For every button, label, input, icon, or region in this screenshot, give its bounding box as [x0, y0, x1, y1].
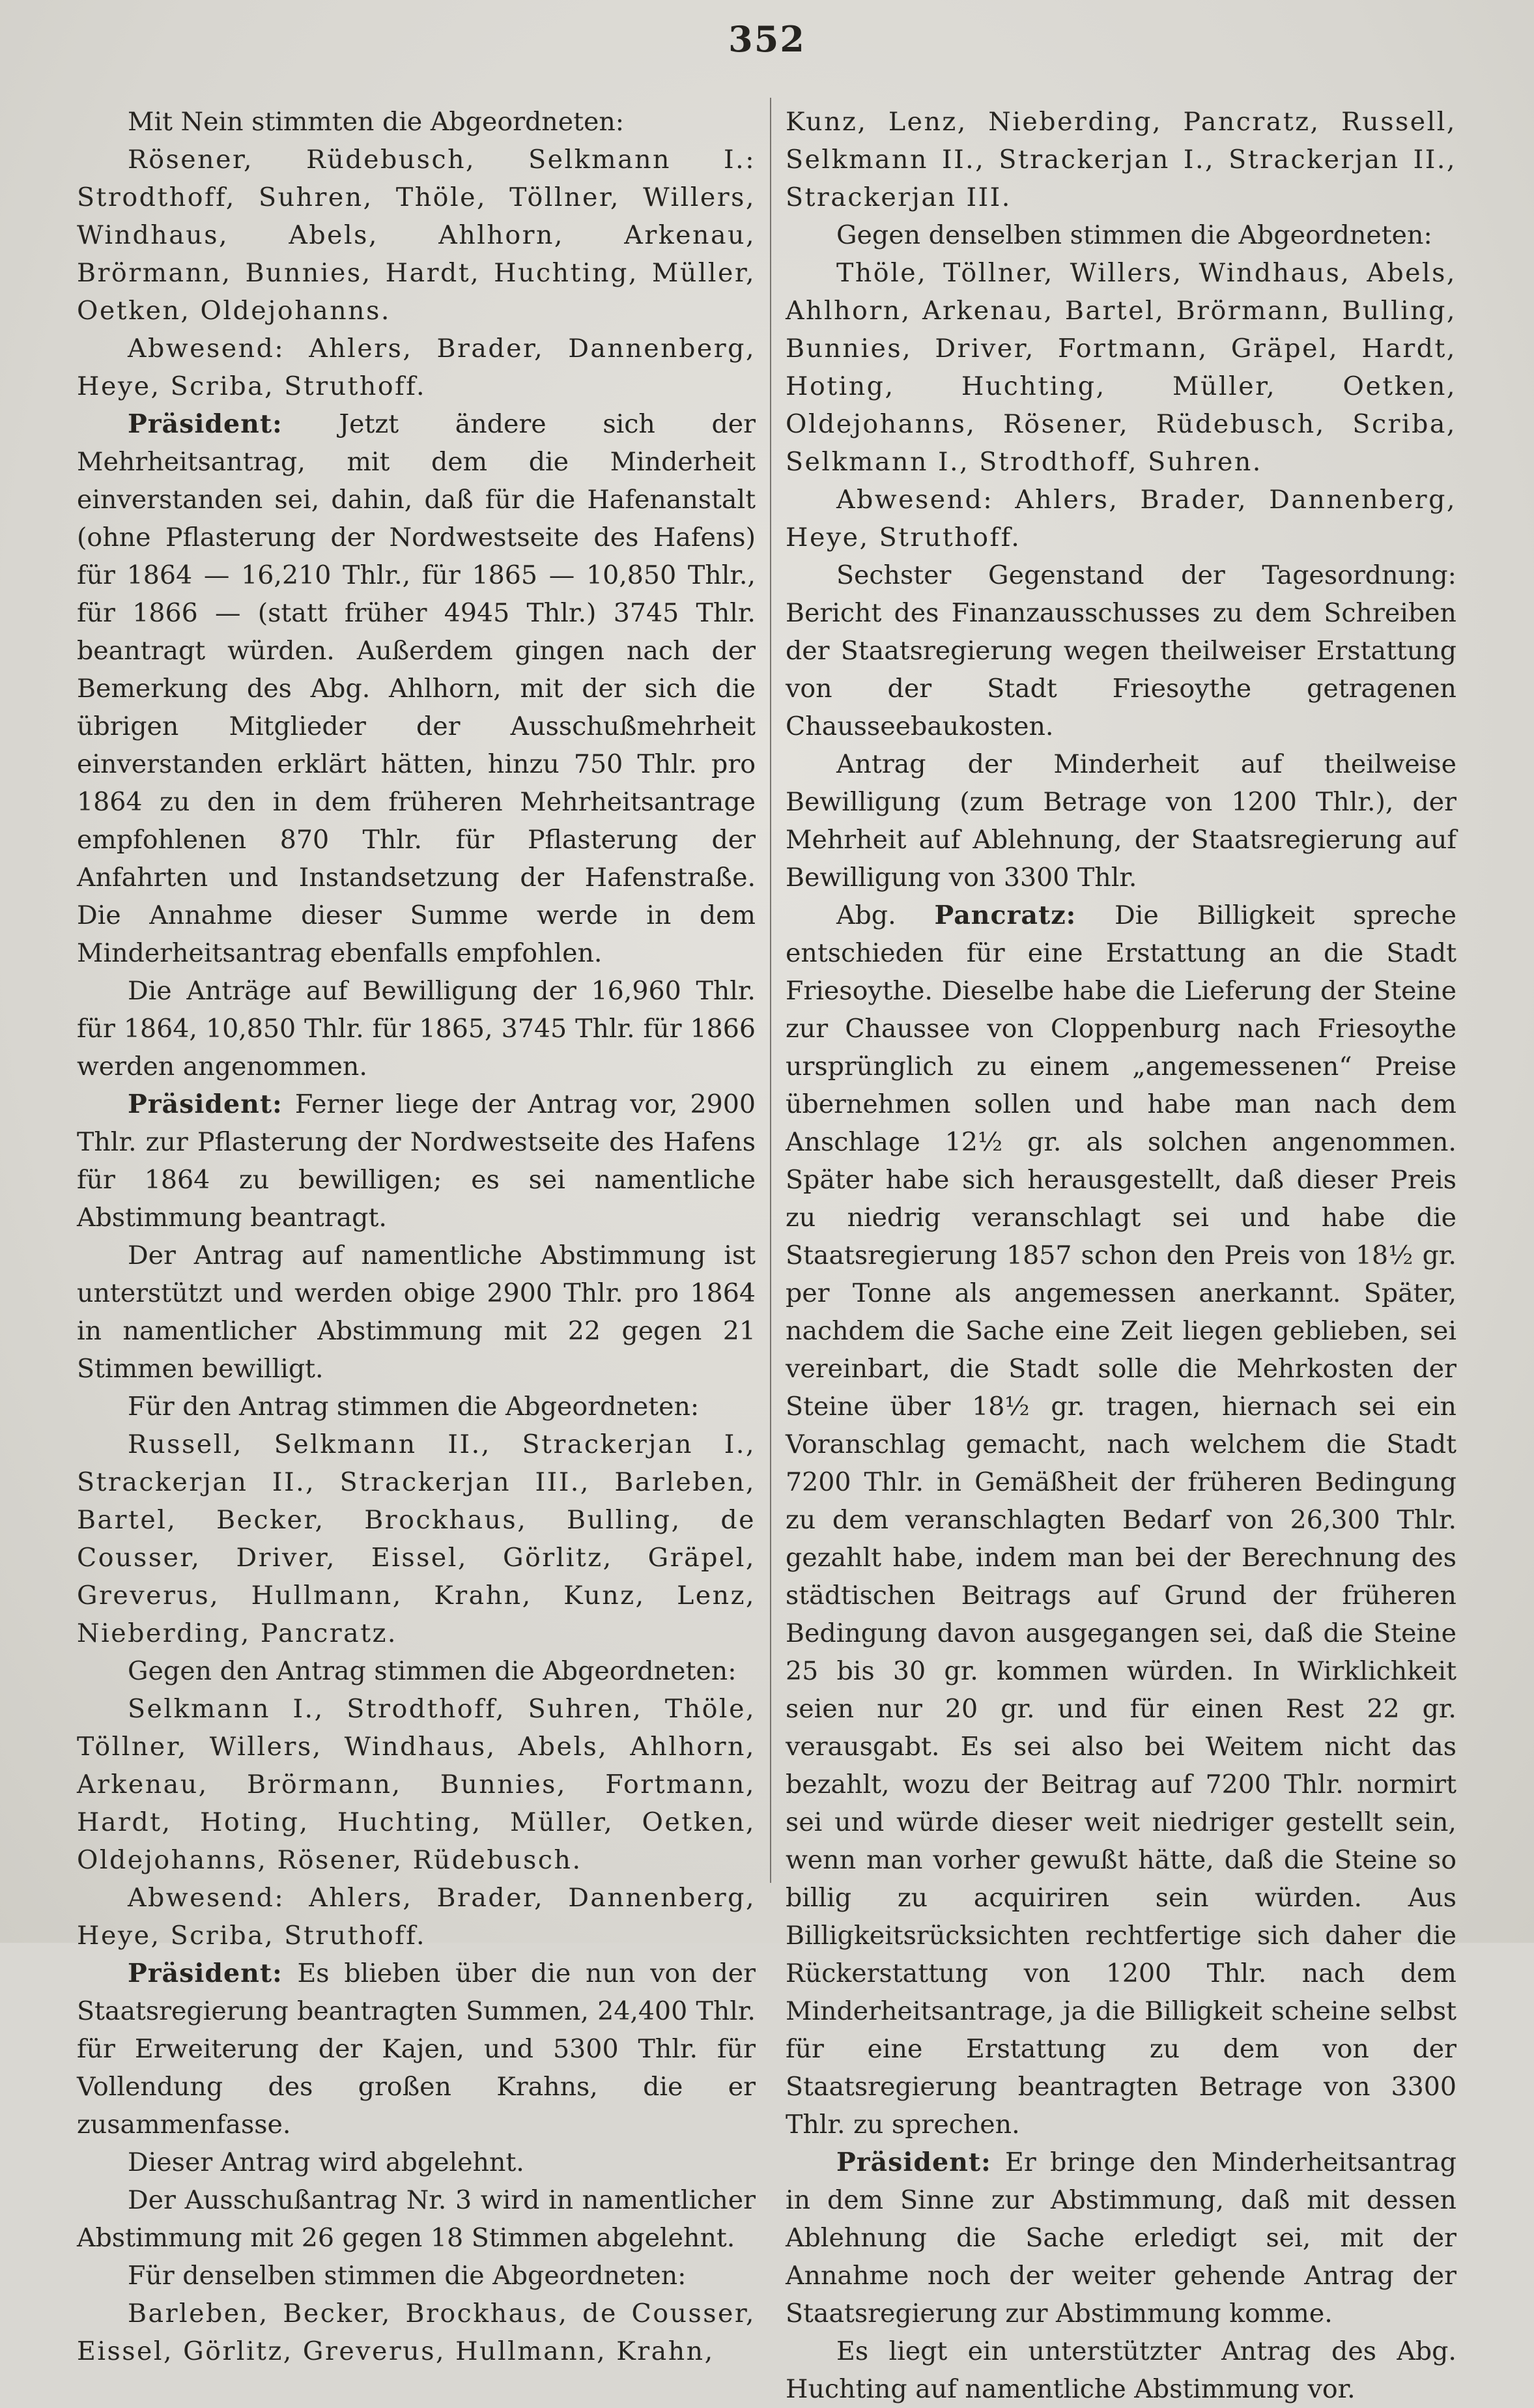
paragraph — [77, 1388, 756, 1426]
paragraph-text: Er bringe den Minderheitsantrag in dem Sinne zur Abstimmung, daß mit dessen Ablehnung die Sache erledigt sei, mit der Annahme noch der weiter gehende Antrag der Staatsregierung zur Abstimmung komme. — [786, 2147, 1457, 2329]
paragraph-text: Jetzt ändere sich der Mehrheitsantrag, mit dem die Minderheit einverstanden sei, dahin, daß für die Hafenanstalt (ohne Pflasterung der Nordwestseite des Hafens) für 1864 — 16,210 Thlr., für 1865 — 10,850 Thlr., für 1866 — (statt früher 4945 Thlr.) 3745 Thlr. beantragt würden. Außerdem gingen nach der Bemerkung des Abg. Ahlhorn, mit der sich die übrigen Mitglieder der Ausschußmehrheit einverstanden erklärt hätten, hinzu 750 Thlr. pro 1864 zu den in dem früheren Mehrheitsantrage empfohlenen 870 Thlr. für Pflasterung der Anfahrten und Instandsetzung der Hafenstraße. Die Annahme dieser Summe werde in dem Minderheitsantrag ebenfalls empfohlen. — [77, 409, 756, 968]
paragraph-text: Die Billigkeit spreche entschieden für eine Erstattung an die Stadt Friesoythe. Dieselbe habe die Lieferung der Steine zur Chaussee von Cloppenburg nach Friesoythe ursprünglich zu einem „angemessenen“ Preise übernehmen sollen und habe man nach dem Anschlage 12½ gr. als solchen angenommen. Später habe sich herausgestellt, daß dieser Preis zu niedrig veranschlagt sei und habe die Staatsregierung 1857 schon den Preis von 18½ gr. per Tonne als angemessen anerkannt. Später, nachdem die Sache eine Zeit liegen geblieben, sei vereinbart, die Stadt solle die Mehrkosten der Steine über 18½ gr. tragen, hiernach sei ein Voranschlag gemacht, nach welchem die Stadt 7200 Thlr. in Gemäßheit der früheren Bedingung zu dem veranschlagten Bedarf von 26,300 Thlr. gezahlt habe, indem man bei der Berechnung des städtischen Beitrags auf Grund der früheren Bedingung davon ausgegangen sei, daß die Steine 25 bis 30 gr. kommen würden. In Wirklichkeit seien nur 20 gr. und für einen Rest 22 gr. verausgabt. Es sei also bei Weitem nicht das bezahlt, wozu der Beitrag auf 7200 Thlr. normirt sei und würde dieser weit niedriger gestellt sein, wenn man vorher gewußt hätte, daß die Steine so billig zu acquiriren sein würden. Aus Billigkeitsrücksichten rechtfertige sich daher die Rückerstattung von 1200 Thlr. nach dem Minderheitsantrage, ja die Billigkeit scheine selbst für eine Erstattung zu dem von der Staatsregierung beantragten Betrage von 3300 Thlr. zu sprechen. — [786, 900, 1456, 2140]
paragraph — [77, 1426, 756, 1652]
paragraph — [77, 1652, 756, 1690]
paragraph-text: Gegen denselben stimmen die Abgeordneten: — [836, 220, 1432, 250]
paragraph — [77, 972, 756, 1085]
paragraph — [77, 1237, 756, 1388]
paragraph — [786, 556, 1456, 745]
paragraph-text: Mit Nein stimmten die Abgeordneten: — [128, 107, 625, 137]
paragraph-text: Die Anträge auf Bewilligung der 16,960 Thlr. für 1864, 10,850 Thlr. für 1865, 3745 Thlr. für 1866 werden angenommen. — [77, 976, 756, 1082]
paragraph-text: Rösener, Rüdebusch, Selkmann I.: Strodthoff, Suhren, Thöle, Töllner, Willers, Windhaus, Abels, Ahlhorn, Arkenau, Brörmann, Bunnies, Hardt, Huchting, Müller, Oetken, Oldejohanns. — [77, 145, 756, 326]
paragraph — [786, 481, 1456, 556]
paragraph-text: Der Antrag auf namentliche Abstimmung ist unterstützt und werden obige 2900 Thlr. pro 1864 in namentlicher Abstimmung mit 22 gegen 21 Stimmen bewilligt. — [77, 1240, 756, 1384]
paragraph — [77, 1879, 756, 1955]
paragraph — [786, 103, 1456, 216]
paragraph — [786, 2332, 1456, 2408]
paragraph-text: Thöle, Töllner, Willers, Windhaus, Abels, Ahlhorn, Arkenau, Bartel, Brörmann, Bulling, Bunnies, Driver, Fortmann, Gräpel, Hardt, Hoting, Huchting, Müller, Oetken, Oldejohanns, Rösener, Rüdebusch, Scriba, Selkmann I., Strodthoff, Suhren. — [786, 258, 1456, 477]
paragraph — [786, 745, 1456, 896]
paragraph-text: Sechster Gegenstand der Tagesordnung: Bericht des Finanzausschusses zu dem Schreiben der Staatsregierung wegen theilweiser Erstattung von der Stadt Friesoythe getragenen Chausseebaukosten. — [786, 560, 1456, 741]
paragraph-text: Gegen den Antrag stimmen die Abgeordneten: — [128, 1656, 737, 1686]
paragraph-text: Kunz, Lenz, Nieberding, Pancratz, Russell, Selkmann II., Strackerjan I., Strackerjan II., Strackerjan III. — [786, 107, 1456, 212]
paragraph — [77, 2295, 756, 2370]
speaker-name: Präsident: — [128, 1958, 283, 1988]
column-divider — [770, 98, 771, 1883]
paragraph — [77, 2257, 756, 2295]
paragraph-text: Selkmann I., Strodthoff, Suhren, Thöle, Töllner, Willers, Windhaus, Abels, Ahlhorn, Arkenau, Brörmann, Bunnies, Fortmann, Hardt, Hoting, Huchting, Müller, Oetken, Oldejohanns, Rösener, Rüdebusch. — [77, 1694, 756, 1875]
left-column — [77, 103, 756, 2370]
paragraph — [77, 2143, 756, 2181]
paragraph-text: Russell, Selkmann II., Strackerjan I., Strackerjan II., Strackerjan III., Barleben, Bartel, Becker, Brockhaus, Bulling, de Cousser, Driver, Eissel, Görlitz, Gräpel, Greverus, Hullmann, Krahn, Kunz, Lenz, Nieberding, Pancratz. — [77, 1429, 756, 1648]
paragraph — [786, 896, 1456, 2143]
paragraph-text: Für den Antrag stimmen die Abgeordneten: — [128, 1392, 700, 1422]
speaker-name: Präsident: — [836, 2147, 991, 2177]
paragraph-text: Abwesend: Ahlers, Brader, Dannenberg, Heye, Scriba, Struthoff. — [77, 1883, 756, 1951]
speaker-name: Präsident: — [128, 409, 283, 439]
paragraph-text: Der Ausschußantrag Nr. 3 wird in namentlicher Abstimmung mit 26 gegen 18 Stimmen abgelehnt. — [77, 2185, 756, 2253]
paragraph — [77, 2181, 756, 2257]
speaker-name: Präsident: — [128, 1089, 283, 1119]
paragraph — [77, 1085, 756, 1237]
paragraph-text: Abwesend: Ahlers, Brader, Dannenberg, Heye, Scriba, Struthoff. — [77, 334, 756, 401]
paragraph — [77, 1690, 756, 1879]
paragraph — [786, 216, 1456, 254]
paragraph — [77, 405, 756, 972]
right-column — [786, 103, 1456, 2408]
paragraph-text: Es blieben über die nun von der Staatsregierung beantragten Summen, 24,400 Thlr. für Erweiterung der Kajen, und 5300 Thlr. für Vollendung des großen Krahns, die er zusammenfasse. — [77, 1958, 756, 2140]
paragraph-text: Es liegt ein unterstützter Antrag des Abg. Huchting auf namentliche Abstimmung vor. — [786, 2336, 1456, 2404]
paragraph — [77, 103, 756, 141]
page-number: 352 — [728, 18, 806, 60]
speaker-prefix: Abg. — [836, 900, 896, 930]
paragraph — [77, 330, 756, 405]
paragraph — [786, 2143, 1456, 2332]
paragraph-text: Dieser Antrag wird abgelehnt. — [128, 2147, 524, 2177]
paragraph — [77, 141, 756, 330]
paragraph-text: Antrag der Minderheit auf theilweise Bewilligung (zum Betrage von 1200 Thlr.), der Mehrheit auf Ablehnung, der Staatsregierung auf Bewilligung von 3300 Thlr. — [786, 749, 1456, 893]
paragraph — [786, 254, 1456, 481]
paragraph-text: Für denselben stimmen die Abgeordneten: — [128, 2261, 687, 2291]
paragraph-text: Abwesend: Ahlers, Brader, Dannenberg, Heye, Struthoff. — [786, 485, 1456, 552]
speaker-name: Pancratz: — [934, 900, 1077, 930]
paragraph-text: Ferner liege der Antrag vor, 2900 Thlr. zur Pflasterung der Nordwestseite des Hafens für 1864 zu bewilligen; es sei namentliche Abstimmung beantragt. — [77, 1089, 756, 1233]
paragraph — [77, 1955, 756, 2143]
paragraph-text: Barleben, Becker, Brockhaus, de Cousser, Eissel, Görlitz, Greverus, Hullmann, Krahn, — [77, 2299, 756, 2366]
